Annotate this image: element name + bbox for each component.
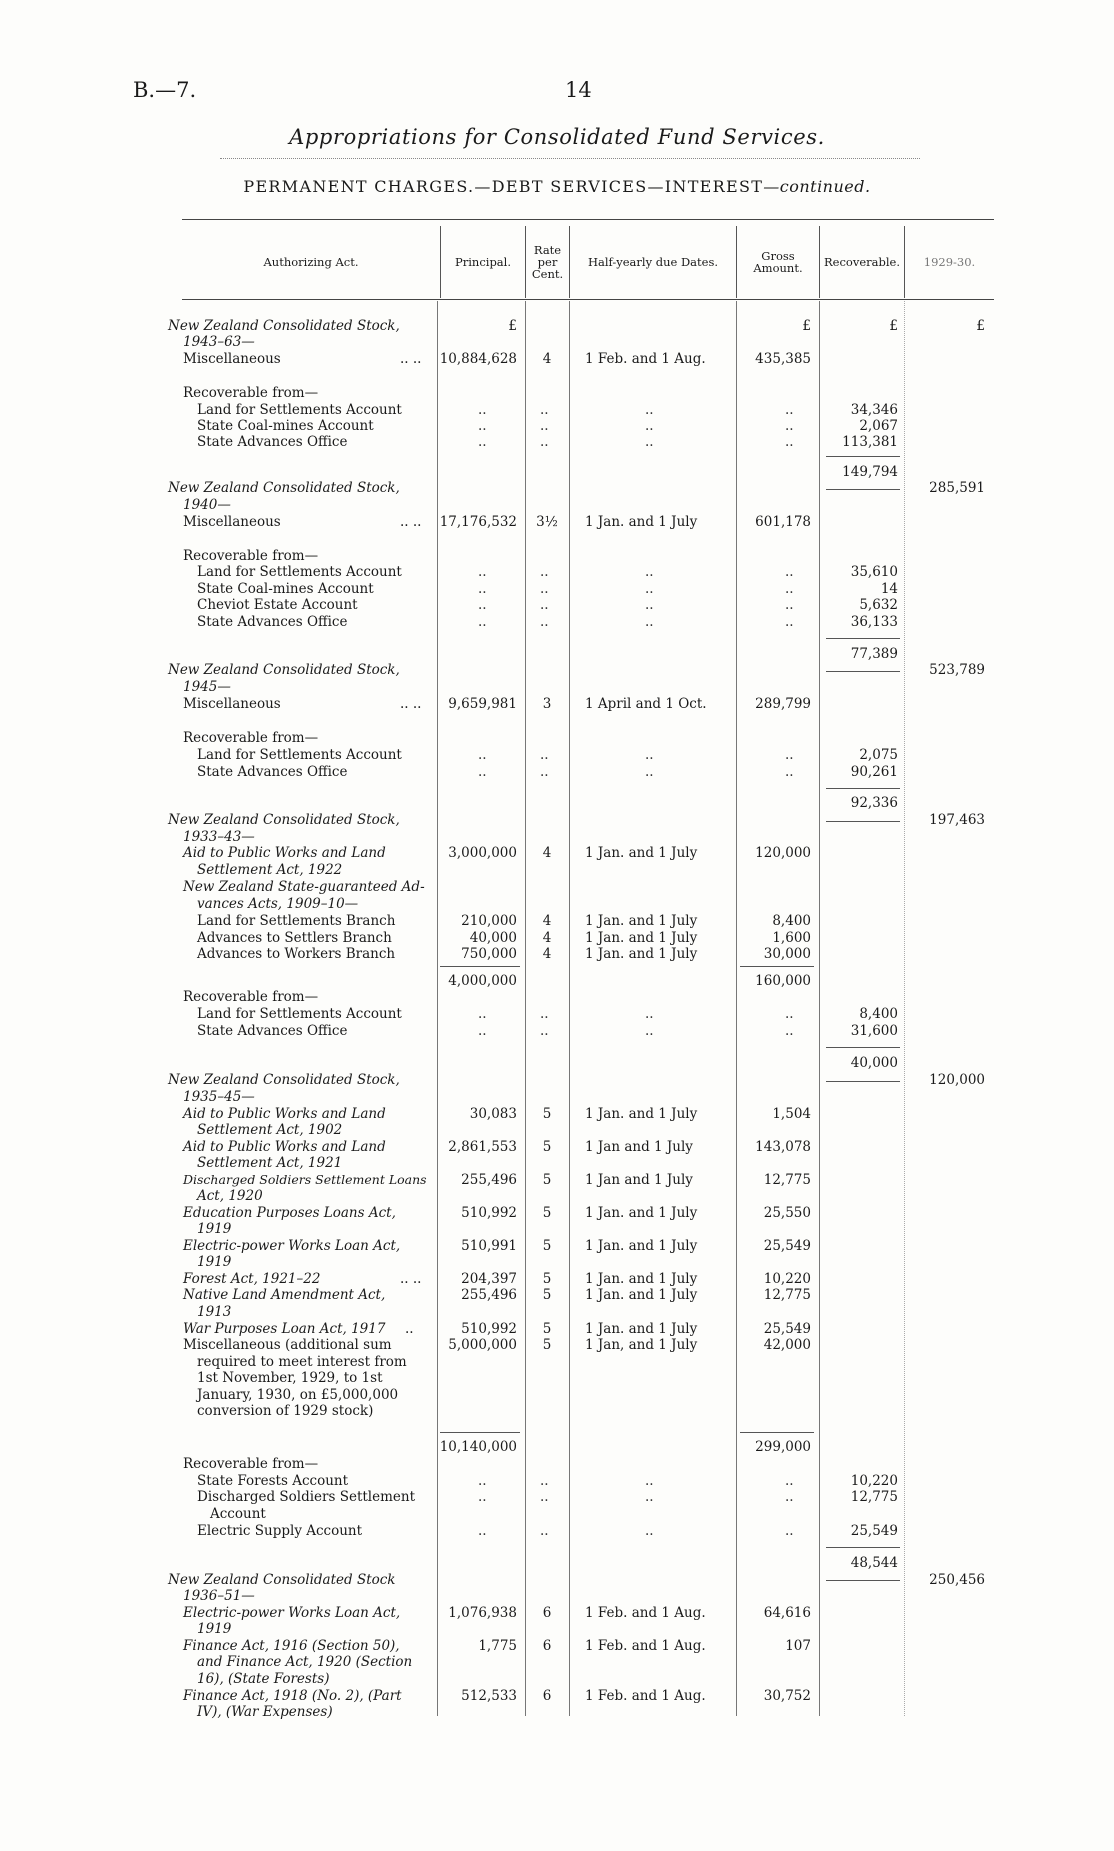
row-label: IV), (War Expenses)	[197, 1704, 333, 1720]
row-label: Act, 1920	[197, 1188, 263, 1204]
row-label: Settlement Act, 1921	[197, 1155, 343, 1171]
stock-period: 1943–63—	[183, 334, 255, 350]
rate-value: 5	[542, 1287, 552, 1303]
header-rate-line: Rate	[533, 243, 562, 257]
gross-value: 10,220	[763, 1271, 811, 1287]
unit-pound: £	[508, 318, 517, 334]
principal-value: 210,000	[461, 913, 517, 929]
table-top-rule	[182, 219, 994, 220]
total-rule	[826, 489, 900, 490]
due-dates: 1 Jan. and 1 July	[585, 1271, 698, 1287]
row-label: New Zealand State-guaranteed Ad-	[183, 879, 425, 895]
empty-cell-dots: ..	[785, 434, 794, 450]
principal-value: 3,000,000	[448, 845, 517, 861]
principal-value: 204,397	[461, 1271, 517, 1287]
row-label: Forest Act, 1921–22	[183, 1271, 321, 1287]
recoverable-value: 90,261	[850, 764, 898, 780]
recoverable-heading: Recoverable from—	[183, 989, 319, 1005]
empty-cell-dots: ..	[645, 418, 654, 434]
empty-cell-dots: ..	[540, 1006, 549, 1022]
recoverable-value: 25,549	[850, 1523, 898, 1539]
empty-cell-dots: ..	[540, 764, 549, 780]
net-charge: 120,000	[929, 1072, 985, 1088]
header-principal: Principal.	[455, 255, 511, 269]
rate-value: 5	[542, 1106, 552, 1122]
gross-total: 299,000	[755, 1439, 811, 1455]
row-label: State Advances Office	[197, 1023, 348, 1039]
empty-cell-dots: ..	[645, 402, 654, 418]
recoverable-value: 12,775	[850, 1489, 898, 1505]
empty-cell-dots: ..	[645, 581, 654, 597]
row-label: Aid to Public Works and Land	[183, 1106, 386, 1122]
empty-cell-dots: ..	[540, 434, 549, 450]
rate-value: 3½	[536, 514, 558, 530]
stock-period: 1933–43—	[183, 829, 255, 845]
header-gross-line: Amount.	[753, 261, 803, 275]
stock-title: New Zealand Consolidated Stock,	[168, 480, 400, 496]
stock-title: New Zealand Consolidated Stock,	[168, 662, 400, 678]
gross-value: 8,400	[772, 913, 811, 929]
document-reference: B.—7.	[133, 78, 197, 102]
gross-value: 1,504	[772, 1106, 811, 1122]
empty-cell-dots: ..	[645, 1473, 654, 1489]
gross-value: 107	[785, 1638, 811, 1654]
principal-total: 4,000,000	[448, 973, 517, 989]
rate-value: 4	[542, 351, 552, 367]
rate-value: 5	[542, 1205, 552, 1221]
empty-cell-dots: ..	[478, 434, 487, 450]
empty-cell-dots: ..	[478, 614, 487, 630]
row-label: 1919	[197, 1254, 232, 1270]
recoverable-value: 14	[880, 581, 898, 597]
column-divider	[819, 301, 820, 1716]
principal-value: 512,533	[461, 1688, 517, 1704]
rate-value: 4	[542, 930, 552, 946]
principal-value: 10,884,628	[439, 351, 517, 367]
principal-value: 255,496	[461, 1172, 517, 1188]
row-label: Land for Settlements Account	[197, 564, 402, 580]
column-divider	[904, 301, 905, 1716]
empty-cell-dots: ..	[478, 581, 487, 597]
empty-cell-dots: ..	[785, 1489, 794, 1505]
row-label: 1919	[197, 1621, 232, 1637]
recoverable-value: 34,346	[850, 402, 898, 418]
empty-cell-dots: ..	[645, 747, 654, 763]
empty-cell-dots: ..	[645, 564, 654, 580]
recoverable-value: 8,400	[859, 1006, 898, 1022]
row-label: 1st November, 1929, to 1st	[197, 1370, 383, 1386]
header-divider	[440, 226, 441, 298]
stock-period: 1945—	[183, 679, 231, 695]
row-label: Advances to Settlers Branch	[197, 930, 392, 946]
empty-cell-dots: ..	[478, 1473, 487, 1489]
row-label: Land for Settlements Account	[197, 747, 402, 763]
recoverable-heading: Recoverable from—	[183, 385, 319, 401]
recoverable-value: 2,067	[859, 418, 898, 434]
due-dates: 1 Jan. and 1 July	[585, 946, 698, 962]
principal-value: 510,992	[461, 1321, 517, 1337]
header-rate-line: per	[537, 255, 558, 269]
header-gross-amount	[737, 226, 819, 298]
row-label: Miscellaneous (additional sum	[183, 1337, 392, 1353]
row-label: Aid to Public Works and Land	[183, 1139, 386, 1155]
page-number: 14	[565, 78, 592, 102]
row-label: January, 1930, on £5,000,000	[197, 1387, 399, 1403]
unit-pound: £	[976, 318, 985, 334]
header-rate	[526, 226, 569, 298]
row-label: Finance Act, 1918 (No. 2), (Part	[183, 1688, 402, 1704]
total-rule	[826, 1580, 900, 1581]
recoverable-heading: Recoverable from—	[183, 548, 319, 564]
header-divider	[569, 226, 570, 298]
net-charge: 285,591	[929, 480, 985, 496]
net-charge: 197,463	[929, 812, 985, 828]
rate-value: 4	[542, 845, 552, 861]
due-dates: 1 Jan. and 1 July	[585, 1205, 698, 1221]
empty-cell-dots: ..	[478, 1023, 487, 1039]
gross-value: 601,178	[755, 514, 811, 530]
due-dates: 1 Jan. and 1 July	[585, 1106, 698, 1122]
row-label: Electric-power Works Loan Act,	[183, 1605, 401, 1621]
rate-value: 4	[542, 946, 552, 962]
table-header-rule	[182, 299, 994, 300]
due-dates: 1 Feb. and 1 Aug.	[585, 1605, 706, 1621]
recoverable-value: 31,600	[850, 1023, 898, 1039]
header-recoverable: Recoverable.	[824, 255, 900, 269]
subtotal-rule	[440, 966, 520, 967]
row-label: State Coal-mines Account	[197, 581, 374, 597]
principal-value: 1,076,938	[448, 1605, 517, 1621]
gross-value: 120,000	[755, 845, 811, 861]
gross-value: 42,000	[763, 1337, 811, 1353]
recoverable-value: 5,632	[859, 597, 898, 613]
rate-value: 5	[542, 1139, 552, 1155]
row-label: Aid to Public Works and Land	[183, 845, 386, 861]
empty-cell-dots: ..	[478, 764, 487, 780]
recoverable-total: 40,000	[850, 1055, 898, 1071]
subtotal-rule	[826, 638, 900, 639]
empty-cell-dots: ..	[540, 1489, 549, 1505]
rate-value: 5	[542, 1321, 552, 1337]
principal-value: 510,991	[461, 1238, 517, 1254]
total-rule	[826, 1081, 900, 1082]
stock-period: 1935–45—	[183, 1089, 255, 1105]
row-label: Advances to Workers Branch	[197, 946, 396, 962]
empty-cell-dots: ..	[540, 614, 549, 630]
empty-cell-dots: ..	[785, 402, 794, 418]
row-label: required to meet interest from	[197, 1354, 407, 1370]
recoverable-value: 2,075	[859, 747, 898, 763]
empty-cell-dots: ..	[540, 402, 549, 418]
row-label: War Purposes Loan Act, 1917	[183, 1321, 386, 1337]
header-divider	[736, 226, 737, 298]
principal-value: 510,992	[461, 1205, 517, 1221]
gross-value: 12,775	[763, 1172, 811, 1188]
row-label: 1919	[197, 1221, 232, 1237]
rate-value: 6	[542, 1638, 552, 1654]
row-label: Cheviot Estate Account	[197, 597, 358, 613]
row-label: State Forests Account	[197, 1473, 349, 1489]
row-label: Land for Settlements Branch	[197, 913, 396, 929]
recoverable-value: 35,610	[850, 564, 898, 580]
recoverable-total: 92,336	[850, 795, 898, 811]
row-label: State Advances Office	[197, 614, 348, 630]
subtitle-main: PERMANENT CHARGES.—DEBT SERVICES—INTEREST	[243, 177, 764, 196]
gross-value: 1,600	[772, 930, 811, 946]
header-due-dates: Half-yearly due Dates.	[587, 255, 719, 269]
empty-cell-dots: ..	[785, 1523, 794, 1539]
recoverable-value: 113,381	[842, 434, 898, 450]
subtotal-rule	[826, 788, 900, 789]
empty-cell-dots: ..	[785, 564, 794, 580]
stock-title: New Zealand Consolidated Stock,	[168, 318, 400, 334]
gross-value: 25,549	[763, 1321, 811, 1337]
column-divider	[525, 301, 526, 1716]
row-label: 1913	[197, 1304, 232, 1320]
principal-value: 1,775	[478, 1638, 517, 1654]
due-dates: 1 Feb. and 1 Aug.	[585, 1688, 706, 1704]
empty-cell-dots: ..	[540, 1523, 549, 1539]
stock-title: New Zealand Consolidated Stock,	[168, 1072, 400, 1088]
row-label: Miscellaneous	[183, 696, 281, 712]
rate-value: 5	[542, 1337, 552, 1353]
section-subtitle	[0, 177, 1114, 196]
row-label: Miscellaneous	[183, 351, 281, 367]
stock-period: 1936–51—	[183, 1588, 255, 1604]
recoverable-value: 10,220	[850, 1473, 898, 1489]
gross-value: 30,752	[763, 1688, 811, 1704]
row-label: conversion of 1929 stock)	[197, 1403, 374, 1419]
empty-cell-dots: ..	[645, 1006, 654, 1022]
principal-value: 30,083	[469, 1106, 517, 1122]
principal-value: 17,176,532	[439, 514, 517, 530]
stock-title: New Zealand Consolidated Stock	[168, 1572, 396, 1588]
row-label: State Coal-mines Account	[197, 418, 374, 434]
subtotal-rule	[740, 1432, 814, 1433]
empty-cell-dots: ..	[540, 564, 549, 580]
leader-dots: .. ..	[400, 514, 422, 530]
recoverable-heading: Recoverable from—	[183, 1456, 319, 1472]
header-year: 1929-30.	[923, 255, 976, 269]
empty-cell-dots: ..	[785, 1023, 794, 1039]
rate-value: 5	[542, 1172, 552, 1188]
header-gross-line: Gross	[761, 249, 795, 263]
row-label: Settlement Act, 1902	[197, 1122, 343, 1138]
empty-cell-dots: ..	[645, 614, 654, 630]
empty-cell-dots: ..	[540, 747, 549, 763]
empty-cell-dots: ..	[785, 597, 794, 613]
principal-value: 2,861,553	[448, 1139, 517, 1155]
leader-dots: ..	[405, 1321, 414, 1337]
empty-cell-dots: ..	[645, 1489, 654, 1505]
gross-value: 64,616	[763, 1605, 811, 1621]
header-rate-line: Cent.	[531, 267, 564, 281]
row-label: Land for Settlements Account	[197, 402, 402, 418]
due-dates: 1 April and 1 Oct.	[585, 696, 707, 712]
gross-value: 143,078	[755, 1139, 811, 1155]
gross-value: 30,000	[763, 946, 811, 962]
due-dates: 1 Jan. and 1 July	[585, 1321, 698, 1337]
empty-cell-dots: ..	[645, 1023, 654, 1039]
empty-cell-dots: ..	[478, 1523, 487, 1539]
empty-cell-dots: ..	[478, 1489, 487, 1505]
unit-pound: £	[802, 318, 811, 334]
net-charge: 250,456	[929, 1572, 985, 1588]
title-rule	[220, 158, 920, 159]
row-label: and Finance Act, 1920 (Section	[197, 1654, 413, 1670]
header-divider	[904, 226, 905, 298]
gross-value: 25,550	[763, 1205, 811, 1221]
row-label: Miscellaneous	[183, 514, 281, 530]
row-label: Account	[210, 1506, 266, 1522]
rate-value: 5	[542, 1271, 552, 1287]
empty-cell-dots: ..	[645, 1523, 654, 1539]
due-dates: 1 Jan. and 1 July	[585, 1238, 698, 1254]
due-dates: 1 Jan and 1 July	[585, 1172, 693, 1188]
recoverable-total: 149,794	[842, 464, 898, 480]
rate-value: 6	[542, 1688, 552, 1704]
header-divider	[525, 226, 526, 298]
recoverable-value: 36,133	[850, 614, 898, 630]
empty-cell-dots: ..	[785, 614, 794, 630]
subtotal-rule	[440, 1432, 520, 1433]
empty-cell-dots: ..	[540, 1473, 549, 1489]
empty-cell-dots: ..	[478, 418, 487, 434]
principal-value: 5,000,000	[448, 1337, 517, 1353]
principal-total: 10,140,000	[439, 1439, 517, 1455]
row-label: State Advances Office	[197, 764, 348, 780]
empty-cell-dots: ..	[785, 1006, 794, 1022]
due-dates: 1 Jan. and 1 July	[585, 845, 698, 861]
leader-dots: .. ..	[400, 1271, 422, 1287]
row-label: State Advances Office	[197, 434, 348, 450]
column-divider	[569, 301, 570, 1716]
total-rule	[826, 671, 900, 672]
empty-cell-dots: ..	[540, 1023, 549, 1039]
empty-cell-dots: ..	[478, 564, 487, 580]
row-label: 16), (State Forests)	[197, 1671, 330, 1687]
empty-cell-dots: ..	[478, 402, 487, 418]
gross-value: 289,799	[755, 696, 811, 712]
empty-cell-dots: ..	[645, 434, 654, 450]
due-dates: 1 Jan. and 1 July	[585, 1287, 698, 1303]
due-dates: 1 Feb. and 1 Aug.	[585, 1638, 706, 1654]
recoverable-total: 48,544	[850, 1555, 898, 1571]
empty-cell-dots: ..	[785, 747, 794, 763]
row-label: Education Purposes Loans Act,	[183, 1205, 396, 1221]
subtotal-rule	[826, 1547, 900, 1548]
principal-value: 750,000	[461, 946, 517, 962]
subtotal-rule	[826, 1047, 900, 1048]
empty-cell-dots: ..	[785, 581, 794, 597]
row-label: Native Land Amendment Act,	[183, 1287, 386, 1303]
empty-cell-dots: ..	[478, 747, 487, 763]
row-label: Land for Settlements Account	[197, 1006, 402, 1022]
empty-cell-dots: ..	[540, 581, 549, 597]
due-dates: 1 Jan. and 1 July	[585, 913, 698, 929]
gross-value: 12,775	[763, 1287, 811, 1303]
leader-dots: .. ..	[400, 696, 422, 712]
rate-value: 6	[542, 1605, 552, 1621]
principal-value: 9,659,981	[448, 696, 517, 712]
empty-cell-dots: ..	[645, 597, 654, 613]
header-divider	[819, 226, 820, 298]
subtotal-rule	[740, 966, 814, 967]
total-rule	[826, 821, 900, 822]
unit-pound: £	[889, 318, 898, 334]
recoverable-heading: Recoverable from—	[183, 730, 319, 746]
gross-total: 160,000	[755, 973, 811, 989]
stock-title: New Zealand Consolidated Stock,	[168, 812, 400, 828]
empty-cell-dots: ..	[540, 418, 549, 434]
gross-value: 435,385	[755, 351, 811, 367]
row-label: Discharged Soldiers Settlement	[197, 1489, 416, 1505]
empty-cell-dots: ..	[785, 1473, 794, 1489]
empty-cell-dots: ..	[785, 418, 794, 434]
row-label: Electric-power Works Loan Act,	[183, 1238, 401, 1254]
empty-cell-dots: ..	[478, 1006, 487, 1022]
gross-value: 25,549	[763, 1238, 811, 1254]
row-label: Discharged Soldiers Settlement Loans	[183, 1172, 427, 1187]
header-authorizing-act: Authorizing Act.	[263, 255, 359, 269]
due-dates: 1 Jan. and 1 July	[585, 930, 698, 946]
row-label: Finance Act, 1916 (Section 50),	[183, 1638, 400, 1654]
stock-period: 1940—	[183, 497, 231, 513]
empty-cell-dots: ..	[645, 764, 654, 780]
due-dates: 1 Jan. and 1 July	[585, 514, 698, 530]
subtitle-continued: —continued.	[763, 177, 871, 196]
due-dates: 1 Jan and 1 July	[585, 1139, 693, 1155]
principal-value: 255,496	[461, 1287, 517, 1303]
recoverable-total: 77,389	[850, 646, 898, 662]
due-dates: 1 Jan, and 1 July	[585, 1337, 698, 1353]
net-charge: 523,789	[929, 662, 985, 678]
rate-value: 5	[542, 1238, 552, 1254]
row-label: Settlement Act, 1922	[197, 862, 343, 878]
empty-cell-dots: ..	[478, 597, 487, 613]
leader-dots: .. ..	[400, 351, 422, 367]
subtotal-rule	[826, 456, 900, 457]
page-title: Appropriations for Consolidated Fund Services.	[289, 125, 825, 149]
rate-value: 3	[542, 696, 552, 712]
principal-value: 40,000	[469, 930, 517, 946]
empty-cell-dots: ..	[540, 597, 549, 613]
row-label: Electric Supply Account	[197, 1523, 363, 1539]
empty-cell-dots: ..	[785, 764, 794, 780]
due-dates: 1 Feb. and 1 Aug.	[585, 351, 706, 367]
row-label: vances Acts, 1909–10—	[197, 896, 359, 912]
rate-value: 4	[542, 913, 552, 929]
